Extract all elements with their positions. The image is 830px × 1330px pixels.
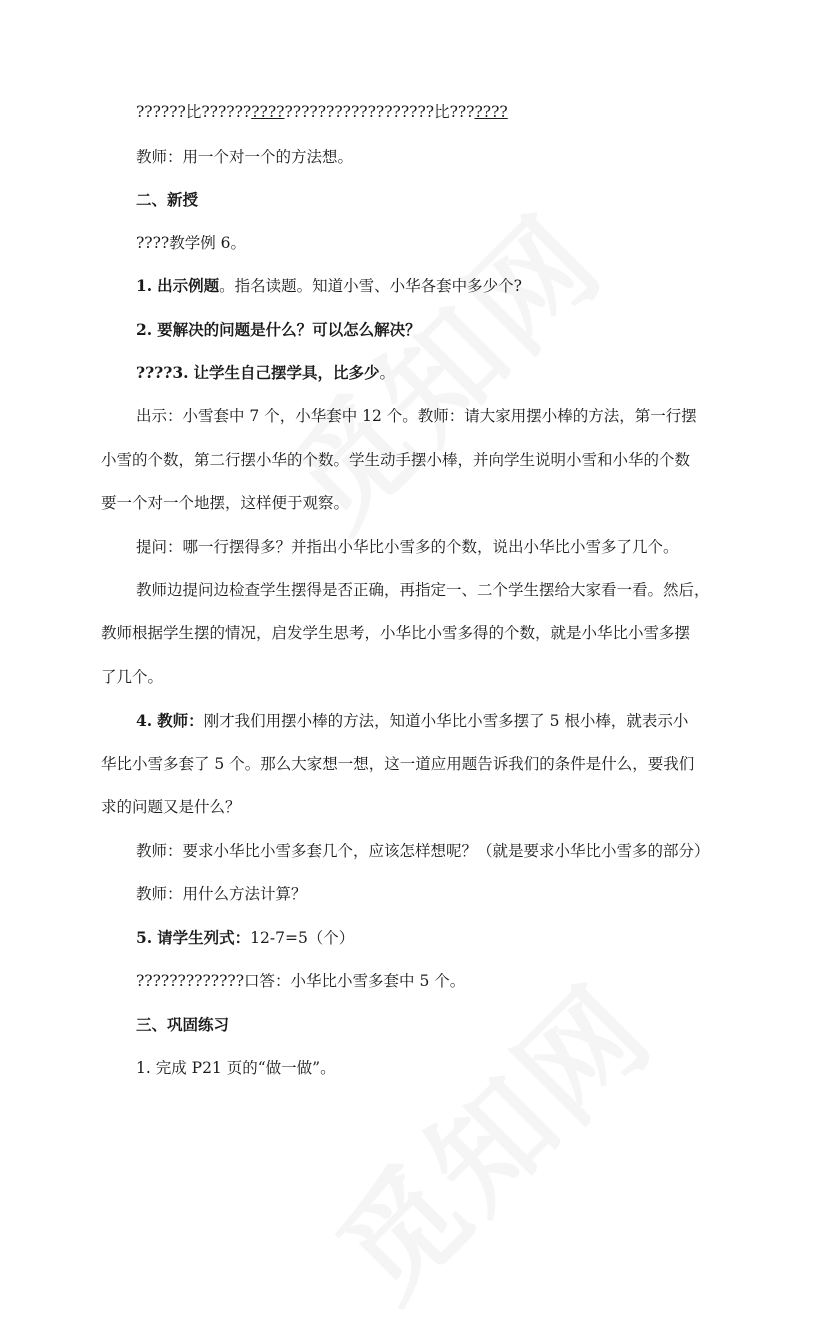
step-1 bbox=[136, 274, 522, 296]
step-3-text: 。 bbox=[379, 364, 395, 382]
step-4-title: 教师： bbox=[157, 711, 204, 730]
paragraph-line-23: 1. 完成 P21 页的“做一做”。 bbox=[136, 1059, 336, 1077]
line-1-b: ???? bbox=[251, 103, 285, 121]
line-1 bbox=[136, 100, 508, 122]
paragraph-line-8: 出示：小雪套中 7 个，小华套中 12 个。教师：请大家用摆小棒的方法，第一行摆 bbox=[136, 407, 697, 425]
step-2 bbox=[136, 318, 421, 340]
paragraph-line-19: 教师：用什么方法计算？ bbox=[136, 885, 307, 903]
step-2-title: 要解决的问题是什么？可以怎么解决？ bbox=[157, 320, 421, 339]
step-3-num: ????3. bbox=[136, 363, 189, 382]
paragraph-line-9: 小雪的个数，第二行摆小华的个数。学生动手摆小棒，并向学生说明小雪和小华的个数 bbox=[101, 451, 691, 469]
paragraph-line-16: 华比小雪多套了 5 个。那么大家想一想，这一道应用题告诉我们的条件是什么，要我们 bbox=[101, 755, 695, 773]
step-4-num: 4. bbox=[136, 711, 153, 730]
step-1-num: 1. bbox=[136, 276, 153, 295]
step-3 bbox=[136, 361, 395, 383]
step-5-num: 5. bbox=[136, 928, 153, 947]
step-4 bbox=[136, 709, 688, 731]
paragraph-line-14: 了几个。 bbox=[101, 668, 164, 686]
paragraph-line-18: 教师：要求小华比小雪多套几个，应该怎样想呢？（就是要求小华比小雪多的部分） bbox=[136, 842, 710, 860]
line-4: ????教学例 6。 bbox=[136, 234, 247, 252]
step-2-num: 2. bbox=[136, 320, 153, 339]
step-4-text: 刚才我们用摆小棒的方法，知道小华比小雪多摆了 5 根小棒，就表示小 bbox=[203, 712, 689, 730]
watermark-bottom bbox=[295, 942, 684, 1330]
line-1-c: ??????????????????比??? bbox=[284, 103, 475, 121]
step-1-text: 。指名读题。知道小雪、小华各套中多少个? bbox=[219, 277, 522, 295]
section-heading-new: 二、新授 bbox=[136, 190, 199, 209]
line-1-a: ??????比?????? bbox=[136, 103, 252, 121]
paragraph-line-17: 求的问题又是什么？ bbox=[101, 798, 241, 816]
step-5-title: 请学生列式： bbox=[157, 928, 251, 947]
line-2: 教师：用一个对一个的方法想。 bbox=[136, 148, 354, 166]
step-1-title: 出示例题 bbox=[157, 276, 220, 295]
paragraph-line-21: ?????????????口答：小华比小雪多套中 5 个。 bbox=[136, 972, 466, 990]
paragraph-line-11: 提问：哪一行摆得多？并指出小华比小雪多的个数，说出小华比小雪多了几个。 bbox=[136, 538, 679, 556]
section-heading-practice: 三、巩固练习 bbox=[136, 1015, 230, 1034]
step-5-text: 12-7=5（个） bbox=[250, 929, 355, 947]
step-5 bbox=[136, 926, 354, 948]
paragraph-line-12: 教师边提问边检查学生摆得是否正确，再指定一、二个学生摆给大家看一看。然后， bbox=[136, 581, 710, 599]
line-1-d: ???? bbox=[474, 103, 508, 121]
paragraph-line-10: 要一个对一个地摆，这样便于观察。 bbox=[101, 494, 350, 512]
step-3-title: 让学生自己摆学具，比多少 bbox=[193, 363, 380, 382]
paragraph-line-13: 教师根据学生摆的情况，启发学生思考，小华比小雪多得的个数，就是小华比小雪多摆 bbox=[101, 624, 691, 642]
